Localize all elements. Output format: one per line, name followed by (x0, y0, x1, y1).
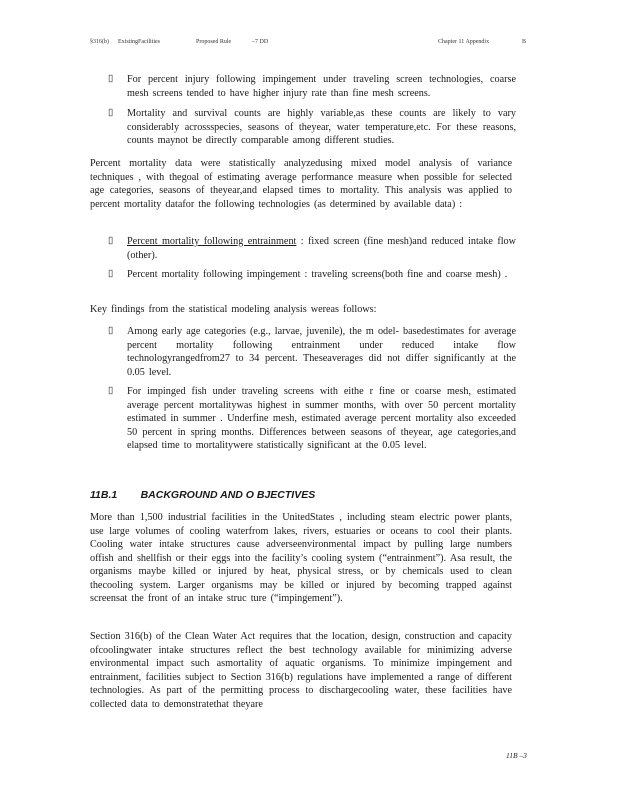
header-doc-id: §316(b) (90, 39, 109, 45)
bullet-marker: ▯ (108, 386, 114, 396)
bullet-item-injury: For percent injury following impingement under traveling screen technologies, coarse mesh screens tended to have higher injury rate than fine mesh screens. (127, 74, 516, 99)
bullet-item-entrainment (127, 235, 516, 262)
section-heading (90, 489, 315, 501)
bullet-underlined-term: Percent mortality following entrainment (127, 236, 297, 247)
bullet-item-early-age: Among early age categories (e.g., larvae, juvenile), the m odel- basedestimates for average percent mortality following entrainment under reduced intake flow technologyrangedfrom27 to 34 percent. Theseaverages did not differ significantly at the 0.05 level. (127, 326, 516, 378)
bullet-marker: ▯ (108, 108, 114, 118)
bullet-item-impingement: Percent mortality following impingement : traveling screens(both fine and coarse mesh) . (127, 269, 508, 280)
bullet-marker: ▯ (108, 74, 114, 84)
header-facility: ExistingFacilities (118, 39, 160, 45)
bullet-marker: ▯ (108, 236, 114, 246)
header-chapter: Chapter 11 Appendix (438, 39, 490, 45)
paragraph-background: More than 1,500 industrial facilities in the UnitedStates , including steam electric power plants, use large volumes of cooling waterfrom lakes, rivers, estuaries or oceans to cool their plants. Cooling water intake structures cause adverseenvironmental impact by pulling large numbers offish and shellfish or their eggs into the facility’s cooling system (“entrainment”). Asa result, the organisms maybe killed or injured by heat, physical stress, or by chemicals used to clean thecooling system. Larger organisms may be killed or injured by becoming trapped against screensat the front of an intake struc ture (“impingement”). (90, 512, 512, 604)
bullet-item-variability: Mortality and survival counts are highly variable,as these counts are likely to vary considerably acrossspecies, seasons of theyear, water temperature,etc. For these reasons, counts maynot be directly comparable among different studies. (127, 108, 516, 146)
page-number: 11B –3 (506, 751, 527, 760)
header-letter: B (522, 39, 527, 45)
section-number: 11B.1 (90, 489, 118, 501)
bullet-item-impinged-fish: For impinged fish under traveling screens with eithe r fine or coarse mesh, estimated average percent mortalitywas highest in summer months, with over 50 percent mortality estimated in summer . Underfine mesh, estimated average percent mortality also exceeded 50 percent in spring months. Differences between seasons of theyear, age categories,and elapsed time to mortalitywere statistically significant at the 0.05 level. (127, 386, 516, 451)
bullet-body: : fixed screen (fine mesh)and reduced intake flow (other). (127, 236, 517, 261)
paragraph-key-findings: Key findings from the statistical modeling analysis wereas follows: (90, 304, 377, 315)
paragraph-analysis-method: Percent mortality data were statistically analyzedusing mixed model analysis of variance techniques , with thegoal of estimating average performance measure when possible for selected age categories, seasons of theyear,and elapsed times to mortality. This analysis was applied to percent mortality datafor the following technologies (as determined by available data) : (90, 158, 512, 210)
bullet-marker: ▯ (108, 269, 114, 279)
header-title: Proposed Rule (196, 39, 232, 45)
paragraph-section-316b: Section 316(b) of the Clean Water Act requires that the location, design, construction and capacity ofcoolingwater intake structures reflect the best technology available for minimizing adverse environmental impact such asmortality of aquatic organisms. To minimize impingement and entrainment, facilities subject to Section 316(b) regulations have implemented a range of different technologies. As part of the permitting process to dischargecooling water, these facilities have collected data to demonstratethat theyare (90, 631, 512, 710)
section-title: BACKGROUND AND O BJECTIVES (140, 489, 316, 501)
header-code: –7 DD (252, 39, 269, 45)
bullet-marker: ▯ (108, 326, 114, 336)
